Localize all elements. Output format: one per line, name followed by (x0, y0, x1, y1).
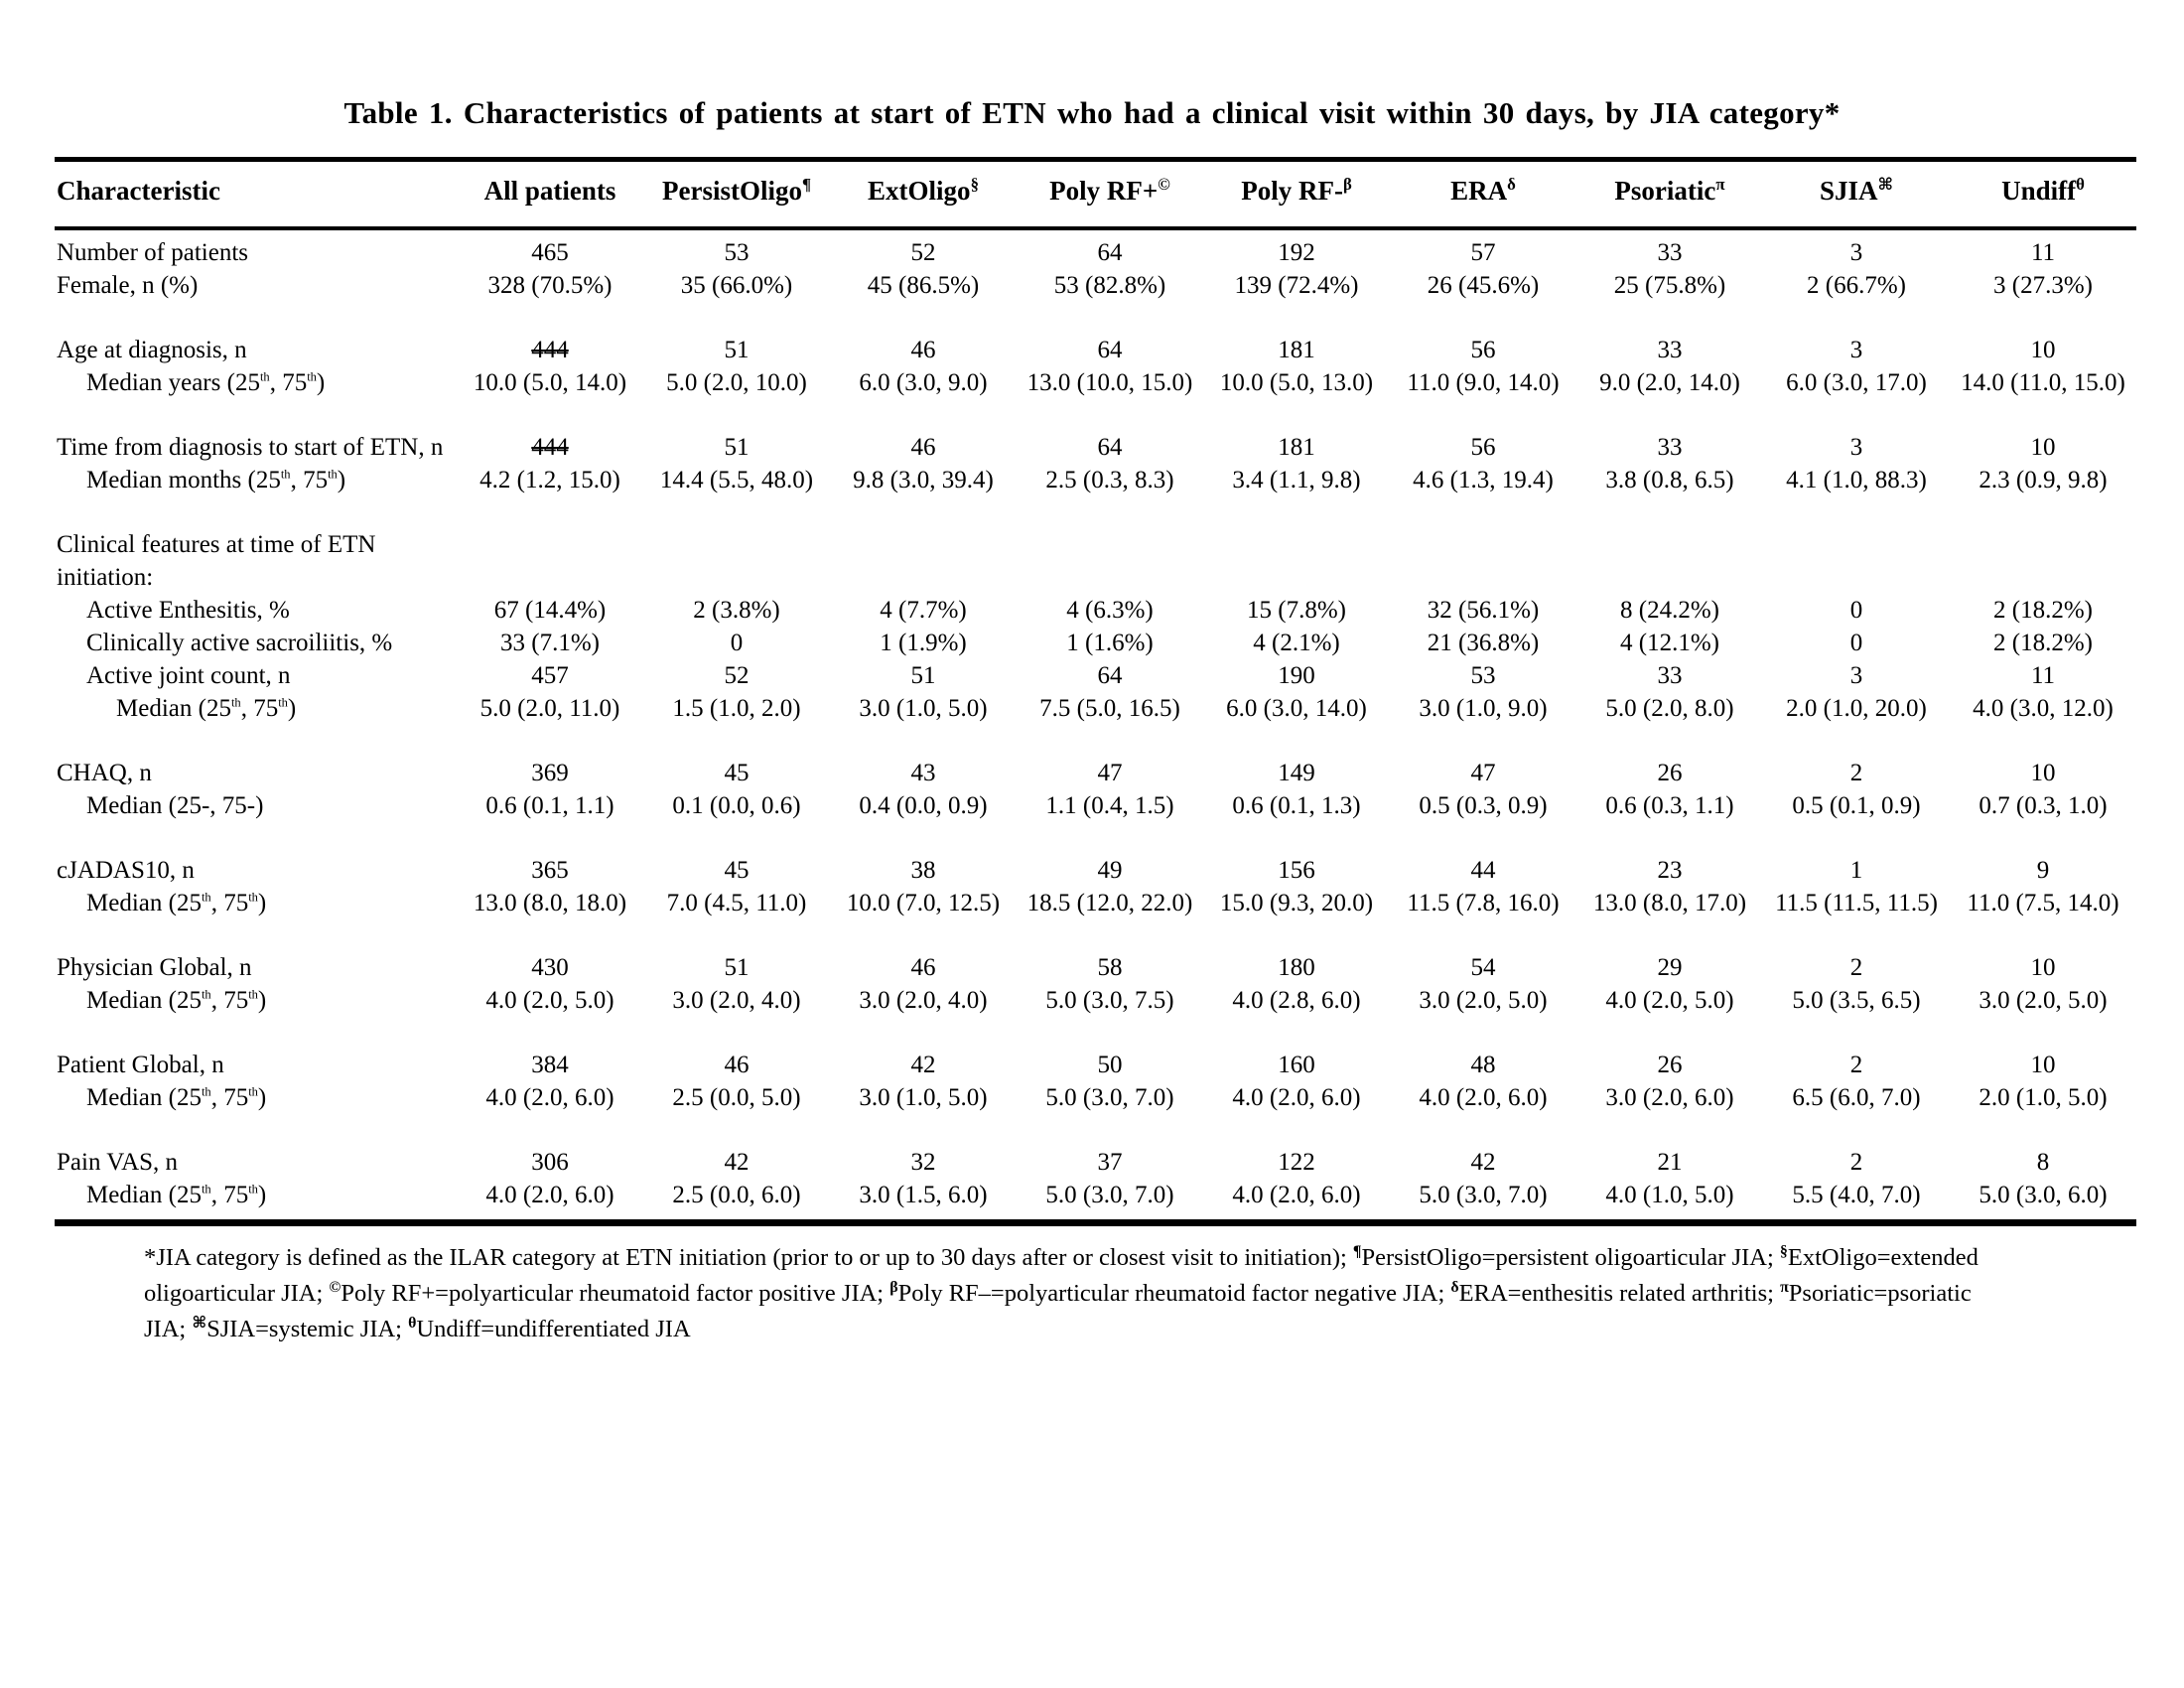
value-cell: 149 (1278, 760, 1315, 786)
value-cell: 9 (2036, 857, 2050, 884)
value-cell: 51 (724, 337, 750, 363)
value-cell: 0.5 (0.1, 0.9) (1792, 792, 1921, 819)
value-cell: 11.5 (7.8, 16.0) (1407, 890, 1560, 916)
value-cell: 2.0 (1.0, 5.0) (1979, 1084, 2108, 1111)
value-cell: 44 (1470, 857, 1496, 884)
value-cell: 33 (1657, 337, 1683, 363)
value-cell: 13.0 (8.0, 18.0) (473, 890, 627, 916)
value-cell: 64 (1097, 337, 1123, 363)
table-row (55, 269, 2136, 302)
value-cell: 156 (1278, 857, 1315, 884)
row-label-cell: Pain VAS, n (57, 1149, 179, 1176)
table-row (55, 464, 2136, 496)
value-cell: 37 (1097, 1149, 1123, 1176)
value-cell: 4.0 (2.0, 6.0) (485, 1084, 614, 1111)
value-cell: 52 (724, 662, 750, 689)
value-cell: 47 (1470, 760, 1496, 786)
value-cell: 0.6 (0.3, 1.1) (1605, 792, 1734, 819)
value-cell: 0 (730, 630, 744, 656)
value-cell: 10 (2030, 1052, 2056, 1078)
value-cell: 2.0 (1.0, 20.0) (1786, 695, 1927, 722)
value-cell: 444 (531, 434, 569, 461)
value-cell: 3.0 (1.5, 6.0) (859, 1182, 988, 1208)
table-title: Table 1. Characteristics of patients at start of ETN who had a clinical visit within 30 days, by JIA category* (343, 95, 1841, 130)
value-cell: 457 (531, 662, 569, 689)
row-label-cell: Patient Global, n (57, 1052, 224, 1078)
value-cell: 26 (45.6%) (1427, 272, 1540, 299)
value-cell: 38 (910, 857, 936, 884)
value-cell: 46 (910, 337, 936, 363)
table-row (55, 1081, 2136, 1114)
table-body (55, 228, 2136, 1223)
value-cell: 3.0 (1.0, 9.0) (1419, 695, 1548, 722)
value-cell: 4.0 (2.0, 5.0) (1605, 987, 1734, 1014)
value-cell: 4 (7.7%) (880, 597, 967, 624)
value-cell: 45 (724, 760, 750, 786)
value-cell: 2.3 (0.9, 9.8) (1979, 467, 2108, 493)
value-cell: 444 (531, 337, 569, 363)
value-cell: 5.0 (2.0, 10.0) (666, 369, 807, 396)
value-cell: 3.0 (2.0, 5.0) (1419, 987, 1548, 1014)
table-row (55, 627, 2136, 659)
value-cell: 47 (1097, 760, 1123, 786)
value-cell: 5.0 (3.0, 7.5) (1045, 987, 1174, 1014)
footnote-symbol: ⌘ (192, 1314, 207, 1332)
value-cell: 10 (2030, 337, 2056, 363)
value-cell: 14.0 (11.0, 15.0) (1961, 369, 2125, 396)
value-cell: 53 (724, 239, 750, 266)
value-cell: 10 (2030, 760, 2056, 786)
footnote: *JIA category is defined as the ILAR category at ETN initiation (prior to or up to 30 days after or closest visit to initiation); ¶PersistOligo=persistent oligoarticular JIA; §ExtOligo=extended oligoarticular JIA; ©Poly RF+=polyarticular rheumatoid factor positive JIA; $^\beta$Poly RF–=polyarticular rheumatoid factor negative JIA; $^\delta$ERA=enthesitis related arthritis; $^\pi$Psoriatic=psoriatic JIA; ⌘SJIA=systemic JIA; $^\theta$Undiff=undifferentiated JIA (144, 1242, 1979, 1342)
value-cell: 46 (724, 1052, 750, 1078)
value-cell: 6.0 (3.0, 17.0) (1786, 369, 1927, 396)
value-cell: 3.0 (1.0, 5.0) (859, 1084, 988, 1111)
value-cell: 5.0 (3.5, 6.5) (1792, 987, 1921, 1014)
value-cell: 181 (1278, 434, 1315, 461)
row-label-cell: Time from diagnosis to start of ETN, n (57, 434, 444, 461)
value-cell: 7.0 (4.5, 11.0) (666, 890, 807, 916)
value-cell: 3 (27.3%) (1993, 272, 2093, 299)
value-cell: 51 (724, 954, 750, 981)
value-cell: 3.0 (2.0, 4.0) (672, 987, 801, 1014)
value-cell: 3.0 (2.0, 5.0) (1979, 987, 2108, 1014)
header-row (55, 160, 2136, 229)
value-cell: 25 (75.8%) (1613, 272, 1726, 299)
value-cell: 6.0 (3.0, 14.0) (1226, 695, 1367, 722)
value-cell: 45 (724, 857, 750, 884)
value-cell: 46 (910, 954, 936, 981)
value-cell: 42 (724, 1149, 750, 1176)
row-label-cell: Active joint count, n (86, 662, 291, 689)
value-cell: 7.5 (5.0, 16.5) (1039, 695, 1180, 722)
value-cell: 33 (1657, 434, 1683, 461)
value-cell: 48 (1470, 1052, 1496, 1078)
value-cell: 0 (1849, 630, 1863, 656)
value-cell: 2 (18.2%) (1993, 630, 2093, 656)
row-label-cell: Median (25-, 75-) (86, 792, 264, 819)
value-cell: 5.0 (3.0, 7.0) (1045, 1182, 1174, 1208)
value-cell: 4.6 (1.3, 19.4) (1413, 467, 1554, 493)
value-cell: 10 (2030, 434, 2056, 461)
column-header: PersistOligo¶ (643, 160, 830, 229)
value-cell: 3 (1849, 434, 1863, 461)
value-cell: 5.0 (2.0, 11.0) (479, 695, 620, 722)
value-cell: 26 (1657, 1052, 1683, 1078)
row-label-cell: Median months (25th, 75th) (86, 467, 346, 493)
value-cell: 5.0 (3.0, 7.0) (1419, 1182, 1548, 1208)
table-container (55, 157, 2136, 1226)
column-header-characteristic: Characteristic (55, 160, 457, 229)
value-cell: 2 (1849, 1052, 1863, 1078)
value-cell (1390, 496, 1576, 594)
footnote-symbol: δ (1450, 1278, 1459, 1296)
value-cell: 192 (1278, 239, 1315, 266)
value-cell: 23 (1657, 857, 1683, 884)
value-cell: 4 (6.3%) (1066, 597, 1154, 624)
value-cell: 2.5 (0.0, 5.0) (672, 1084, 801, 1111)
value-cell: 365 (531, 857, 569, 884)
value-cell: 18.5 (12.0, 22.0) (1026, 890, 1193, 916)
characteristics-table (55, 157, 2136, 1226)
value-cell: 3 (1849, 239, 1863, 266)
value-cell: 5.0 (2.0, 8.0) (1605, 695, 1734, 722)
value-cell (457, 496, 643, 594)
value-cell: 4.0 (2.0, 6.0) (1232, 1084, 1361, 1111)
value-cell: 11.0 (7.5, 14.0) (1967, 890, 2119, 916)
table-row (55, 822, 2136, 887)
value-cell: 11.0 (9.0, 14.0) (1407, 369, 1560, 396)
value-cell: 58 (1097, 954, 1123, 981)
value-cell: 1 (1.9%) (880, 630, 967, 656)
table-row (55, 789, 2136, 822)
value-cell: 11 (2030, 239, 2056, 266)
value-cell: 3.0 (1.0, 5.0) (859, 695, 988, 722)
value-cell: 0.1 (0.0, 0.6) (672, 792, 801, 819)
column-header: All patients (457, 160, 643, 229)
column-header: Undiff$^\theta$ (1950, 160, 2136, 229)
value-cell: 4.2 (1.2, 15.0) (479, 467, 620, 493)
value-cell: 8 (24.2%) (1620, 597, 1719, 624)
row-label-cell: Clinically active sacroiliitis, % (86, 630, 393, 656)
value-cell: 6.0 (3.0, 9.0) (859, 369, 988, 396)
value-cell: 50 (1097, 1052, 1123, 1078)
value-cell: 369 (531, 760, 569, 786)
value-cell: 26 (1657, 760, 1683, 786)
table-row (55, 1017, 2136, 1081)
value-cell: 3.8 (0.8, 6.5) (1605, 467, 1734, 493)
value-cell: 1 (1849, 857, 1863, 884)
row-label-cell: Median (25th, 75th) (86, 890, 267, 916)
value-cell: 51 (910, 662, 936, 689)
value-cell: 4.0 (3.0, 12.0) (1973, 695, 2114, 722)
value-cell: 328 (70.5%) (487, 272, 613, 299)
value-cell: 46 (910, 434, 936, 461)
value-cell: 465 (531, 239, 569, 266)
value-cell: 33 (7.1%) (500, 630, 600, 656)
value-cell: 139 (72.4%) (1234, 272, 1359, 299)
table-row (55, 1114, 2136, 1179)
value-cell: 67 (14.4%) (493, 597, 607, 624)
value-cell (1576, 496, 1763, 594)
value-cell: 33 (1657, 239, 1683, 266)
value-cell: 21 (36.8%) (1427, 630, 1540, 656)
value-cell: 2 (18.2%) (1993, 597, 2093, 624)
value-cell: 53 (1470, 662, 1496, 689)
value-cell: 35 (66.0%) (680, 272, 793, 299)
footnote-symbol: β (889, 1278, 898, 1296)
value-cell: 181 (1278, 337, 1315, 363)
column-header: SJIA⌘ (1763, 160, 1950, 229)
value-cell: 9.8 (3.0, 39.4) (853, 467, 994, 493)
value-cell: 4.0 (1.0, 5.0) (1605, 1182, 1734, 1208)
column-header: Psoriatic$^\pi$ (1576, 160, 1763, 229)
value-cell: 4.0 (2.0, 6.0) (1232, 1182, 1361, 1208)
value-cell: 2.5 (0.0, 6.0) (672, 1182, 801, 1208)
row-label-cell: Median (25th, 75th) (116, 695, 297, 722)
value-cell: 0.4 (0.0, 0.9) (859, 792, 988, 819)
value-cell: 11 (2030, 662, 2056, 689)
value-cell: 4.0 (2.8, 6.0) (1232, 987, 1361, 1014)
value-cell: 2.5 (0.3, 8.3) (1045, 467, 1174, 493)
value-cell: 5.5 (4.0, 7.0) (1792, 1182, 1921, 1208)
value-cell: 384 (531, 1052, 569, 1078)
footnote-symbol: θ (408, 1314, 417, 1332)
value-cell (643, 496, 830, 594)
value-cell: 52 (910, 239, 936, 266)
value-cell: 4.0 (2.0, 5.0) (485, 987, 614, 1014)
value-cell: 56 (1470, 434, 1496, 461)
value-cell: 21 (1657, 1149, 1683, 1176)
value-cell: 4 (2.1%) (1253, 630, 1340, 656)
value-cell: 5.0 (3.0, 7.0) (1045, 1084, 1174, 1111)
value-cell: 29 (1657, 954, 1683, 981)
value-cell: 4.0 (2.0, 6.0) (1419, 1084, 1548, 1111)
value-cell: 14.4 (5.5, 48.0) (659, 467, 814, 493)
row-label-cell: Number of patients (57, 239, 249, 266)
value-cell: 54 (1470, 954, 1496, 981)
value-cell: 56 (1470, 337, 1496, 363)
value-cell: 9.0 (2.0, 14.0) (1599, 369, 1740, 396)
value-cell: 43 (910, 760, 936, 786)
value-cell: 32 (56.1%) (1427, 597, 1540, 624)
value-cell: 8 (2036, 1149, 2050, 1176)
value-cell: 51 (724, 434, 750, 461)
footnote-symbol: ¶ (1352, 1242, 1362, 1260)
row-label-cell: CHAQ, n (57, 760, 152, 786)
footnote-symbol: © (329, 1278, 341, 1296)
value-cell: 3.0 (2.0, 4.0) (859, 987, 988, 1014)
value-cell: 64 (1097, 662, 1123, 689)
value-cell: 160 (1278, 1052, 1315, 1078)
table-head (55, 160, 2136, 229)
value-cell: 2 (66.7%) (1807, 272, 1906, 299)
value-cell: 6.5 (6.0, 7.0) (1792, 1084, 1921, 1111)
row-label-cell: Active Enthesitis, % (86, 597, 290, 624)
value-cell: 0.6 (0.1, 1.1) (485, 792, 614, 819)
value-cell: 1.1 (0.4, 1.5) (1045, 792, 1174, 819)
value-cell: 11.5 (11.5, 11.5) (1775, 890, 1938, 916)
value-cell: 0.5 (0.3, 0.9) (1419, 792, 1548, 819)
value-cell: 10.0 (7.0, 12.5) (846, 890, 1001, 916)
value-cell: 122 (1278, 1149, 1315, 1176)
value-cell: 0.7 (0.3, 1.0) (1979, 792, 2108, 819)
column-header: Poly RF+© (1017, 160, 1203, 229)
value-cell: 33 (1657, 662, 1683, 689)
value-cell: 0.6 (0.1, 1.3) (1232, 792, 1361, 819)
value-cell: 10.0 (5.0, 14.0) (473, 369, 627, 396)
value-cell (1203, 496, 1390, 594)
table-row (55, 228, 2136, 269)
row-label-cell: Physician Global, n (57, 954, 252, 981)
row-label-cell: Median (25th, 75th) (86, 1084, 267, 1111)
row-label-cell: Median years (25th, 75th) (86, 369, 326, 396)
footnote-symbol: § (1779, 1242, 1788, 1260)
row-label-cell: cJADAS10, n (57, 857, 195, 884)
table-row (55, 366, 2136, 399)
value-cell: 10.0 (5.0, 13.0) (1219, 369, 1374, 396)
value-cell: 2 (1849, 760, 1863, 786)
value-cell: 13.0 (8.0, 17.0) (1592, 890, 1747, 916)
table-row (55, 1179, 2136, 1223)
value-cell: 2 (1849, 1149, 1863, 1176)
value-cell (830, 496, 1017, 594)
row-label-cell: Female, n (%) (57, 272, 199, 299)
value-cell: 3 (1849, 337, 1863, 363)
table-row (55, 692, 2136, 725)
value-cell: 53 (82.8%) (1053, 272, 1166, 299)
table-row (55, 887, 2136, 919)
column-header: $ERA^\delta$ (1390, 160, 1576, 229)
value-cell: 64 (1097, 239, 1123, 266)
value-cell: 430 (531, 954, 569, 981)
row-label-cell: Median (25th, 75th) (86, 1182, 267, 1208)
value-cell: 10 (2030, 954, 2056, 981)
value-cell: 4 (12.1%) (1620, 630, 1719, 656)
value-cell (1950, 496, 2136, 594)
value-cell: 306 (531, 1149, 569, 1176)
value-cell: 45 (86.5%) (867, 272, 980, 299)
value-cell: 3.4 (1.1, 9.8) (1232, 467, 1361, 493)
value-cell: 15 (7.8%) (1247, 597, 1346, 624)
value-cell: 2 (3.8%) (693, 597, 780, 624)
value-cell: 2 (1849, 954, 1863, 981)
table-row (55, 659, 2136, 692)
value-cell: 4.1 (1.0, 88.3) (1786, 467, 1927, 493)
table-row (55, 302, 2136, 366)
table-row (55, 725, 2136, 789)
value-cell: 64 (1097, 434, 1123, 461)
footnote-symbol: π (1780, 1278, 1789, 1296)
value-cell: 49 (1097, 857, 1123, 884)
row-label-cell: Median (25th, 75th) (86, 987, 267, 1014)
table-row (55, 984, 2136, 1017)
value-cell: 1.5 (1.0, 2.0) (672, 695, 801, 722)
value-cell: 3.0 (2.0, 6.0) (1605, 1084, 1734, 1111)
table-row (55, 594, 2136, 627)
table-row (55, 496, 2136, 594)
value-cell: 13.0 (10.0, 15.0) (1026, 369, 1193, 396)
table-row (55, 919, 2136, 984)
value-cell: 42 (910, 1052, 936, 1078)
column-header: Poly RF-$^\beta$ (1203, 160, 1390, 229)
table-row (55, 399, 2136, 464)
value-cell (1763, 496, 1950, 594)
value-cell: 190 (1278, 662, 1315, 689)
value-cell: 15.0 (9.3, 20.0) (1219, 890, 1374, 916)
value-cell: 57 (1470, 239, 1496, 266)
value-cell: 1 (1.6%) (1066, 630, 1154, 656)
row-label-cell: Clinical features at time of ETN initiation: (57, 531, 376, 591)
value-cell: 0 (1849, 597, 1863, 624)
value-cell: 42 (1470, 1149, 1496, 1176)
value-cell: 180 (1278, 954, 1315, 981)
value-cell: 5.0 (3.0, 6.0) (1979, 1182, 2108, 1208)
value-cell: 3 (1849, 662, 1863, 689)
value-cell: 32 (910, 1149, 936, 1176)
column-header: ExtOligo§ (830, 160, 1017, 229)
row-label-cell: Age at diagnosis, n (57, 337, 247, 363)
value-cell (1017, 496, 1203, 594)
value-cell: 4.0 (2.0, 6.0) (485, 1182, 614, 1208)
